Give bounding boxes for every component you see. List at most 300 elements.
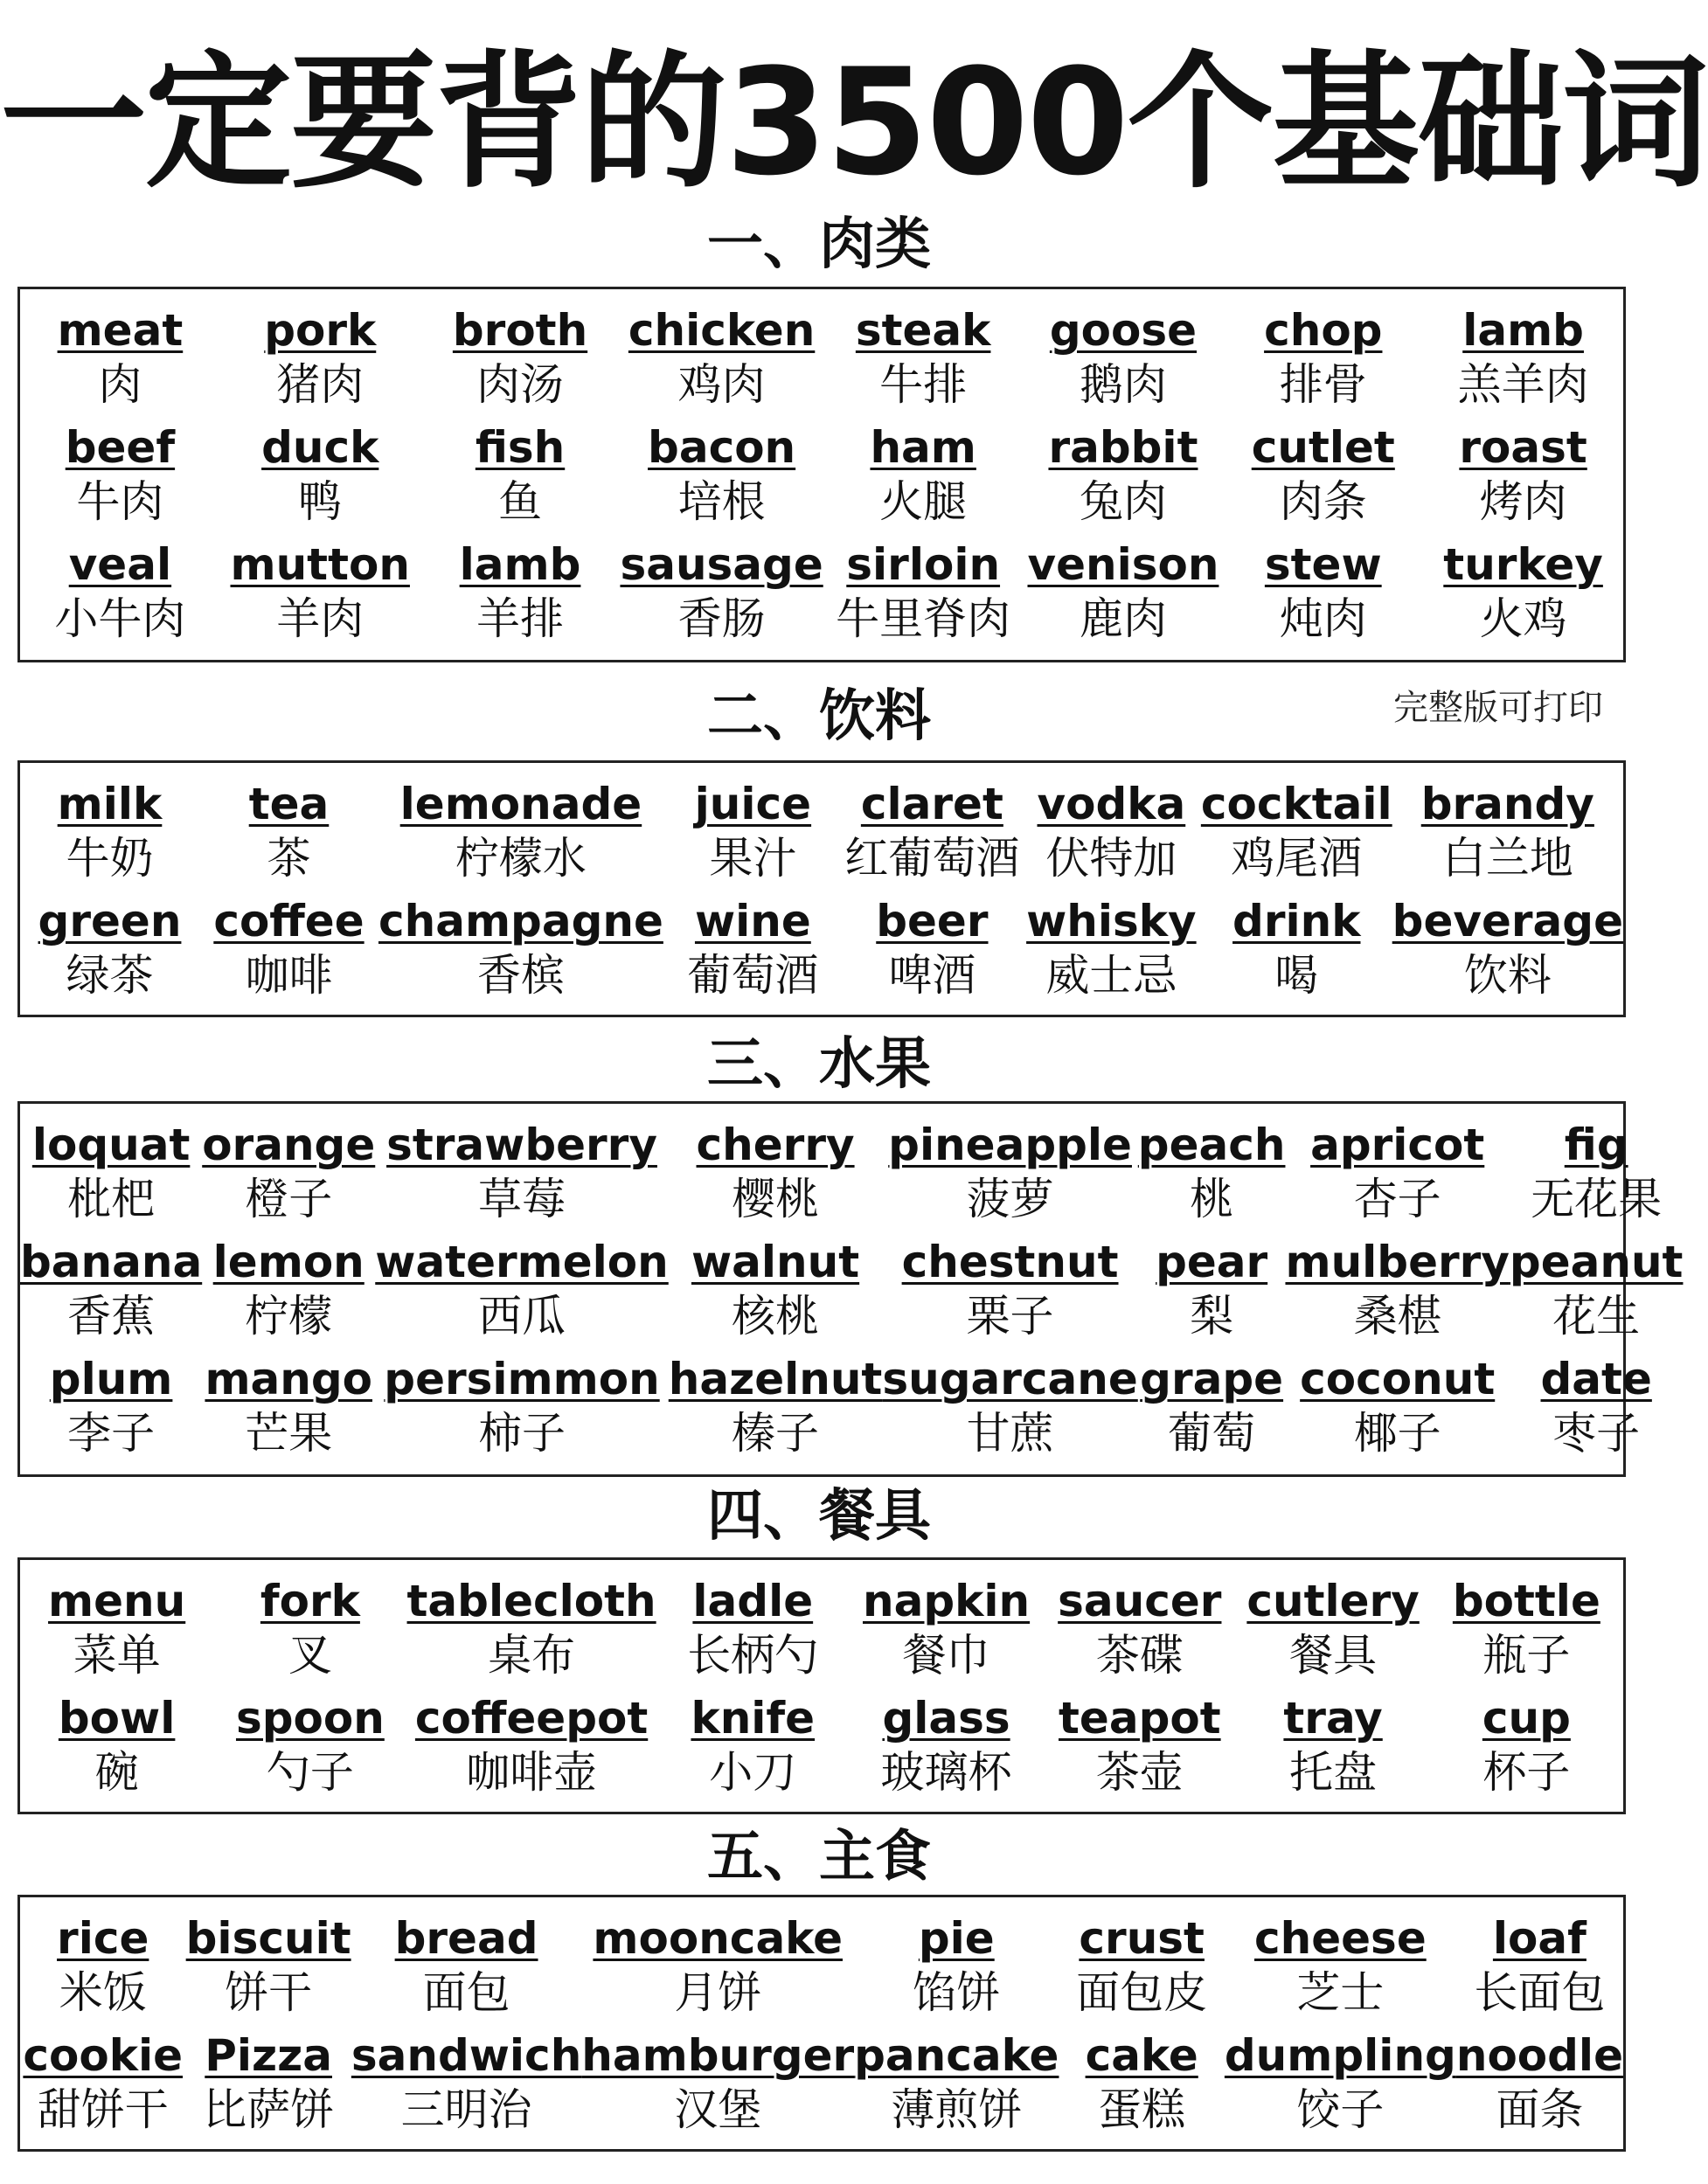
word-chinese: 栗子: [966, 1291, 1054, 1342]
word-cell: [1223, 406, 1423, 527]
word-chinese: 面条: [1496, 2084, 1584, 2135]
word-english: pear: [1156, 1237, 1268, 1287]
word-english: lamb: [459, 539, 581, 590]
word-cell: [620, 406, 823, 527]
word-chinese: 叉: [288, 1630, 332, 1681]
word-cell: [854, 1897, 1059, 2018]
word-english: tea: [248, 779, 330, 829]
word-english: juice: [694, 779, 812, 829]
word-cell: [213, 1560, 406, 1681]
word-english: chicken: [628, 305, 816, 356]
word-english: beer: [876, 896, 989, 946]
word-cell: [620, 523, 823, 644]
word-english: mango: [205, 1354, 373, 1404]
word-cell: [185, 1897, 351, 2018]
word-chinese: 火腿: [879, 476, 968, 527]
word-english: fork: [260, 1576, 360, 1626]
word-english: veal: [68, 539, 172, 590]
word-chinese: 啤酒: [888, 950, 976, 1001]
word-chinese: 羊排: [476, 593, 565, 644]
word-english: cherry: [696, 1120, 855, 1170]
word-english: champagne: [378, 896, 663, 946]
word-english: plum: [49, 1354, 173, 1404]
word-cell: [1455, 2014, 1623, 2135]
word-cell: [220, 523, 420, 644]
word-english: lemon: [212, 1237, 365, 1287]
word-english: ladle: [692, 1576, 814, 1626]
word-english: stew: [1264, 539, 1382, 590]
word-english: broth: [452, 305, 588, 356]
word-chinese: 柿子: [478, 1408, 566, 1459]
word-cell: [1510, 1104, 1684, 1224]
word-cell: [20, 523, 220, 644]
word-chinese: 枇杷: [67, 1174, 156, 1224]
word-chinese: 培根: [677, 476, 766, 527]
word-chinese: 肉条: [1279, 476, 1367, 527]
word-english: crust: [1079, 1913, 1205, 1964]
section-heading-tableware: 四、餐具: [707, 1484, 931, 1549]
word-cell: [213, 1677, 406, 1798]
word-english: fig: [1564, 1120, 1628, 1170]
word-chinese: 香槟: [476, 950, 565, 1001]
word-cell: [20, 289, 220, 410]
word-chinese: 羊肉: [276, 593, 365, 644]
word-cell: [20, 1338, 202, 1459]
word-cell: [20, 763, 199, 884]
word-chinese: 炖肉: [1279, 593, 1367, 644]
word-chinese: 桌布: [488, 1630, 576, 1681]
word-chinese: 兔肉: [1079, 476, 1167, 527]
word-grid-staples: [17, 1895, 1626, 2152]
word-english: sugarcane: [882, 1354, 1138, 1404]
word-english: mutton: [230, 539, 410, 590]
word-chinese: 饮料: [1463, 950, 1552, 1001]
word-chinese: 茶壶: [1095, 1747, 1184, 1798]
word-english: brandy: [1420, 779, 1594, 829]
word-cell: [1225, 1897, 1456, 2018]
word-english: pork: [264, 305, 377, 356]
word-english: whisky: [1026, 896, 1197, 946]
word-chinese: 桃: [1190, 1174, 1234, 1224]
word-english: saucer: [1058, 1576, 1222, 1626]
word-chinese: 烤肉: [1479, 476, 1567, 527]
word-cell: [656, 1560, 850, 1681]
word-english: apricot: [1310, 1120, 1485, 1170]
word-cell: [882, 1221, 1137, 1342]
word-english: loquat: [31, 1120, 191, 1170]
word-cell: [20, 1104, 202, 1224]
word-english: duck: [261, 422, 379, 473]
word-chinese: 柠檬水: [455, 833, 587, 884]
word-chinese: 排骨: [1279, 359, 1367, 410]
word-english: spoon: [235, 1693, 385, 1744]
word-chinese: 小牛肉: [54, 593, 186, 644]
word-english: teapot: [1059, 1693, 1221, 1744]
word-chinese: 梨: [1190, 1291, 1234, 1342]
word-cell: [199, 880, 378, 1001]
word-chinese: 三明治: [400, 2084, 532, 2135]
word-cell: [220, 289, 420, 410]
word-cell: [375, 1338, 669, 1459]
word-chinese: 勺子: [266, 1747, 354, 1798]
word-chinese: 月饼: [674, 1967, 762, 2018]
word-chinese: 面包皮: [1076, 1967, 1208, 2018]
word-cell: [351, 1897, 581, 2018]
word-chinese: 火鸡: [1479, 593, 1567, 644]
word-chinese: 玻璃杯: [880, 1747, 1012, 1798]
word-chinese: 威士忌: [1045, 950, 1177, 1001]
word-cell: [669, 1221, 883, 1342]
word-cell: [420, 523, 621, 644]
word-english: green: [38, 896, 182, 946]
word-english: rabbit: [1048, 422, 1198, 473]
word-chinese: 葡萄: [1168, 1408, 1256, 1459]
word-cell: [882, 1104, 1137, 1224]
word-cell: [351, 2014, 582, 2135]
word-english: watermelon: [375, 1237, 669, 1287]
section-heading-drinks: 二、饮料: [707, 684, 931, 749]
word-chinese: 菠萝: [966, 1174, 1054, 1224]
word-english: menu: [48, 1576, 186, 1626]
word-english: bowl: [58, 1693, 176, 1744]
page-title: 一定要背的3500个基础词: [0, 37, 1708, 208]
word-cell: [1236, 1677, 1429, 1798]
word-chinese: 餐具: [1289, 1630, 1378, 1681]
word-cell: [1236, 1560, 1429, 1681]
word-chinese: 绿茶: [66, 950, 154, 1001]
word-english: sausage: [620, 539, 823, 590]
word-english: pancake: [854, 2030, 1059, 2081]
word-cell: [1223, 289, 1423, 410]
word-chinese: 椰子: [1353, 1408, 1441, 1459]
word-cell: [1059, 1897, 1224, 2018]
word-cell: [656, 1677, 850, 1798]
word-cell: [1043, 1560, 1236, 1681]
word-chinese: 鸡尾酒: [1231, 833, 1363, 884]
word-chinese: 核桃: [732, 1291, 820, 1342]
word-chinese: 桑椹: [1353, 1291, 1441, 1342]
word-chinese: 肉: [98, 359, 142, 410]
word-cell: [20, 1221, 203, 1342]
word-cell: [854, 2014, 1059, 2135]
word-chinese: 茶碟: [1095, 1630, 1184, 1681]
word-chinese: 牛排: [879, 359, 968, 410]
word-english: pie: [918, 1913, 995, 1964]
word-chinese: 鸡肉: [677, 359, 766, 410]
word-chinese: 咖啡壶: [466, 1747, 598, 1798]
word-english: mulberry: [1285, 1237, 1510, 1287]
word-chinese: 比萨饼: [203, 2084, 335, 2135]
word-english: drink: [1232, 896, 1361, 946]
word-english: biscuit: [185, 1913, 351, 1964]
word-english: Pizza: [205, 2030, 332, 2081]
word-cell: [1423, 406, 1623, 527]
word-cell: [843, 880, 1022, 1001]
word-cell: [420, 289, 621, 410]
word-cell: [20, 880, 199, 1001]
word-cell: [407, 1677, 656, 1798]
word-english: glass: [882, 1693, 1010, 1744]
word-chinese: 面包: [422, 1967, 510, 2018]
word-english: cutlery: [1246, 1576, 1420, 1626]
word-english: tablecloth: [406, 1576, 656, 1626]
word-chinese: 无花果: [1531, 1174, 1663, 1224]
word-english: venison: [1027, 539, 1219, 590]
word-english: dumpling: [1224, 2030, 1456, 2081]
word-cell: [378, 880, 663, 1001]
word-english: date: [1540, 1354, 1652, 1404]
word-english: coffee: [213, 896, 365, 946]
word-cell: [202, 1221, 375, 1342]
word-english: peach: [1137, 1120, 1286, 1170]
word-cell: [850, 1677, 1043, 1798]
word-english: vodka: [1037, 779, 1186, 829]
word-english: orange: [202, 1120, 376, 1170]
word-cell: [220, 406, 420, 527]
word-cell: [20, 1897, 185, 2018]
word-chinese: 香肠: [677, 593, 766, 644]
printable-note: 完整版可打印: [1393, 688, 1603, 728]
word-english: loaf: [1492, 1913, 1586, 1964]
word-chinese: 西瓜: [478, 1291, 566, 1342]
word-english: peanut: [1509, 1237, 1684, 1287]
word-english: rice: [57, 1913, 149, 1964]
word-english: lemonade: [399, 779, 642, 829]
word-grid-fruit: [17, 1101, 1684, 1477]
word-english: strawberry: [386, 1120, 657, 1170]
word-english: cookie: [23, 2030, 184, 2081]
word-cell: [1285, 1104, 1509, 1224]
word-chinese: 餐巾: [902, 1630, 990, 1681]
word-cell: [850, 1560, 1043, 1681]
word-chinese: 鹅肉: [1079, 359, 1167, 410]
word-chinese: 饼干: [225, 1967, 313, 2018]
word-cell: [620, 289, 823, 410]
word-chinese: 橙子: [245, 1174, 333, 1224]
word-cell: [1392, 763, 1623, 884]
word-cell: [378, 763, 663, 884]
word-chinese: 甜饼干: [37, 2084, 169, 2135]
word-chinese: 牛奶: [66, 833, 154, 884]
section-heading-meat: 一、肉类: [707, 212, 931, 277]
word-english: sandwich: [351, 2030, 582, 2081]
word-cell: [202, 1338, 375, 1459]
word-chinese: 红葡萄酒: [844, 833, 1020, 884]
word-english: goose: [1049, 305, 1198, 356]
word-cell: [1137, 1104, 1286, 1224]
word-chinese: 猪肉: [276, 359, 365, 410]
word-cell: [20, 1560, 213, 1681]
word-chinese: 茶: [267, 833, 311, 884]
word-cell: [668, 1338, 883, 1459]
word-chinese: 果汁: [709, 833, 797, 884]
word-cell: [663, 763, 843, 884]
word-english: coffeepot: [414, 1693, 649, 1744]
section-heading-staples: 五、主食: [707, 1825, 931, 1889]
word-english: fish: [475, 422, 566, 473]
word-chinese: 饺子: [1296, 2084, 1385, 2135]
word-cell: [1043, 1677, 1236, 1798]
word-english: persimmon: [384, 1354, 660, 1404]
word-cell: [1201, 880, 1392, 1001]
word-grid-meat: [17, 287, 1626, 662]
word-cell: [1423, 289, 1623, 410]
word-english: cheese: [1254, 1913, 1427, 1964]
word-english: sirloin: [846, 539, 1001, 590]
word-english: hamburger: [581, 2030, 855, 2081]
word-cell: [882, 1338, 1138, 1459]
word-english: bottle: [1452, 1576, 1600, 1626]
word-chinese: 馅饼: [913, 1967, 1001, 2018]
word-grid-tableware: [17, 1557, 1626, 1814]
word-cell: [420, 406, 621, 527]
word-cell: [20, 1677, 213, 1798]
word-english: coconut: [1300, 1354, 1496, 1404]
word-english: steak: [855, 305, 991, 356]
word-english: beverage: [1392, 896, 1623, 946]
word-cell: [1138, 1338, 1286, 1459]
word-chinese: 鱼: [498, 476, 543, 527]
word-english: wine: [694, 896, 811, 946]
word-english: napkin: [862, 1576, 1031, 1626]
word-chinese: 牛肉: [76, 476, 164, 527]
word-cell: [1430, 1677, 1623, 1798]
word-chinese: 花生: [1552, 1291, 1641, 1342]
word-chinese: 羔羊肉: [1457, 359, 1589, 410]
word-cell: [1138, 1221, 1286, 1342]
word-chinese: 喝: [1274, 950, 1319, 1001]
word-cell: [1024, 406, 1224, 527]
word-english: meat: [57, 305, 184, 356]
word-english: cocktail: [1200, 779, 1392, 829]
word-cell: [1223, 523, 1423, 644]
word-english: claret: [860, 779, 1003, 829]
word-cell: [823, 523, 1024, 644]
word-english: knife: [691, 1693, 816, 1744]
word-cell: [1456, 1897, 1623, 2018]
word-cell: [581, 2014, 855, 2135]
word-cell: [406, 1560, 656, 1681]
word-chinese: 鸭: [298, 476, 343, 527]
word-cell: [20, 406, 220, 527]
word-chinese: 鹿肉: [1079, 593, 1167, 644]
word-chinese: 樱桃: [732, 1174, 820, 1224]
word-chinese: 芒果: [245, 1408, 333, 1459]
word-chinese: 柠檬: [245, 1291, 333, 1342]
word-cell: [1024, 523, 1224, 644]
word-cell: [663, 880, 843, 1001]
word-english: grape: [1140, 1354, 1284, 1404]
word-chinese: 小刀: [709, 1747, 797, 1798]
word-cell: [1285, 1338, 1509, 1459]
word-cell: [202, 1104, 376, 1224]
word-chinese: 托盘: [1289, 1747, 1378, 1798]
word-english: bread: [394, 1913, 538, 1964]
word-english: cake: [1085, 2030, 1198, 2081]
word-cell: [823, 289, 1024, 410]
word-chinese: 葡萄酒: [687, 950, 819, 1001]
word-english: cup: [1482, 1693, 1571, 1744]
word-cell: [1423, 523, 1623, 644]
word-english: beef: [65, 422, 176, 473]
word-english: chop: [1264, 305, 1383, 356]
word-chinese: 杏子: [1353, 1174, 1441, 1224]
word-cell: [185, 2014, 351, 2135]
word-chinese: 香蕉: [67, 1291, 156, 1342]
word-cell: [1024, 289, 1224, 410]
word-cell: [1510, 1338, 1684, 1459]
word-english: pineapple: [888, 1120, 1132, 1170]
word-chinese: 薄煎饼: [891, 2084, 1023, 2135]
word-chinese: 瓶子: [1482, 1630, 1571, 1681]
word-chinese: 草莓: [478, 1174, 566, 1224]
word-english: lamb: [1462, 305, 1584, 356]
word-chinese: 长柄勺: [687, 1630, 819, 1681]
word-cell: [1392, 880, 1623, 1001]
word-chinese: 牛里脊肉: [836, 593, 1011, 644]
word-chinese: 枣子: [1552, 1408, 1641, 1459]
word-chinese: 甘蔗: [966, 1408, 1054, 1459]
section-heading-fruit: 三、水果: [707, 1032, 931, 1097]
word-chinese: 碗: [94, 1747, 139, 1798]
word-chinese: 榛子: [732, 1408, 820, 1459]
word-english: ham: [870, 422, 976, 473]
word-english: milk: [57, 779, 163, 829]
word-cell: [1430, 1560, 1623, 1681]
word-english: tray: [1283, 1693, 1383, 1744]
word-english: cutlet: [1251, 422, 1395, 473]
word-english: hazelnut: [668, 1354, 883, 1404]
word-cell: [581, 1897, 854, 2018]
word-chinese: 汉堡: [674, 2084, 762, 2135]
word-english: mooncake: [593, 1913, 844, 1964]
word-grid-drinks: [17, 760, 1626, 1017]
word-chinese: 芝士: [1296, 1967, 1385, 2018]
word-chinese: 米饭: [59, 1967, 147, 2018]
word-english: turkey: [1443, 539, 1603, 590]
word-cell: [843, 763, 1022, 884]
word-cell: [1285, 1221, 1510, 1342]
word-chinese: 咖啡: [245, 950, 333, 1001]
word-cell: [1059, 2014, 1224, 2135]
word-english: chestnut: [901, 1237, 1119, 1287]
word-cell: [1022, 763, 1201, 884]
word-cell: [1224, 2014, 1456, 2135]
word-chinese: 白兰地: [1441, 833, 1573, 884]
word-cell: [199, 763, 378, 884]
word-english: roast: [1459, 422, 1587, 473]
word-chinese: 蛋糕: [1098, 2084, 1186, 2135]
word-chinese: 杯子: [1482, 1747, 1571, 1798]
word-cell: [1200, 763, 1392, 884]
word-chinese: 伏特加: [1045, 833, 1177, 884]
word-chinese: 肉汤: [476, 359, 565, 410]
word-cell: [1022, 880, 1201, 1001]
word-chinese: 长面包: [1474, 1967, 1606, 2018]
word-english: noodle: [1455, 2030, 1623, 2081]
word-chinese: 李子: [67, 1408, 156, 1459]
word-cell: [669, 1104, 883, 1224]
word-english: bacon: [648, 422, 796, 473]
word-cell: [823, 406, 1024, 527]
word-english: walnut: [691, 1237, 860, 1287]
word-english: banana: [20, 1237, 203, 1287]
word-cell: [375, 1104, 669, 1224]
word-cell: [1509, 1221, 1684, 1342]
word-cell: [20, 2014, 185, 2135]
word-cell: [375, 1221, 669, 1342]
word-chinese: 菜单: [73, 1630, 161, 1681]
